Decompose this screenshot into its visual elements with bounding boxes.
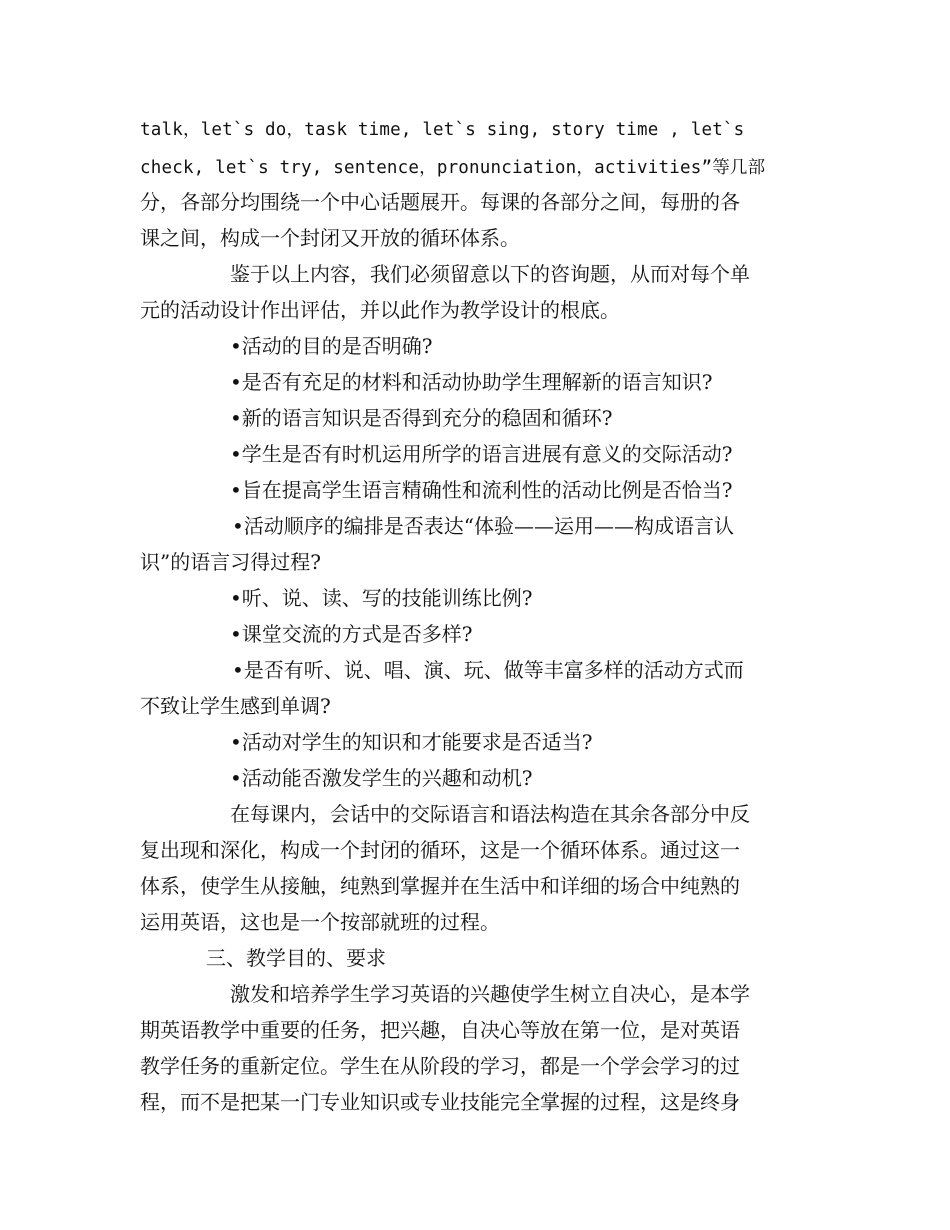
bullet-item: •是否有充足的材料和活动协助学生理解新的语言知识? <box>230 370 713 394</box>
bullet-item-continuation: 识”的语言习得过程? <box>140 550 321 574</box>
text-line: 分，各部分均围绕一个中心话题展开。每课的各部分之间，每册的各 <box>140 190 740 214</box>
text-line: 程，而不是把某一门专业知识或专业技能完全掌握的过程，这是终身 <box>140 1090 740 1114</box>
paragraph-first-line: 鉴于以上内容，我们必须留意以下的咨询题，从而对每个单 <box>230 262 750 286</box>
text-line: 期英语教学中重要的任务，把兴趣，自决心等放在第一位，是对英语 <box>140 1018 740 1042</box>
text-line: talk，let`s do，task time, let`s sing, story time , let`s <box>140 120 745 140</box>
bullet-item: •学生是否有时机运用所学的语言进展有意义的交际活动? <box>230 442 733 466</box>
text-line: 元的活动设计作出评估，并以此作为教学设计的根底。 <box>140 298 620 322</box>
text-line-latin: check, let`s try, sentence，pronunciation，activities”等几部 <box>140 158 766 178</box>
bullet-item: •新的语言知识是否得到充分的稳固和循环? <box>230 406 613 430</box>
bullet-item: •课堂交流的方式是否多样? <box>230 622 473 646</box>
paragraph-first-line: 在每课内，会话中的交际语言和语法构造在其余各部分中反 <box>230 802 750 826</box>
bullet-item: •听、说、读、写的技能训练比例? <box>230 586 533 610</box>
bullet-item: •活动的目的是否明确? <box>230 334 433 358</box>
text-line: 复出现和深化，构成一个封闭的循环，这是一个循环体系。通过这一 <box>140 838 740 862</box>
paragraph-first-line: 激发和培养学生学习英语的兴趣使学生树立自决心，是本学 <box>230 982 750 1006</box>
bullet-item: •是否有听、说、唱、演、玩、做等丰富多样的活动方式而 <box>232 658 744 682</box>
bullet-item: •活动能否激发学生的兴趣和动机? <box>230 766 533 790</box>
bullet-item-continuation: 不致让学生感到单调? <box>140 694 331 718</box>
text-line: 教学任务的重新定位。学生在从阶段的学习，都是一个学会学习的过 <box>140 1054 740 1078</box>
document-body <box>140 112 812 1120</box>
text-line: 体系，使学生从接触，纯熟到掌握并在生活中和详细的场合中纯熟的 <box>140 874 740 898</box>
bullet-item: •活动顺序的编排是否表达“体验——运用——构成语言认 <box>232 514 735 538</box>
text-line: 运用英语，这也是一个按部就班的过程。 <box>140 910 500 934</box>
text-line: 课之间，构成一个封闭又开放的循环体系。 <box>140 226 520 250</box>
bullet-item: •活动对学生的知识和才能要求是否适当? <box>230 730 593 754</box>
section-heading: 三、教学目的、要求 <box>206 946 386 970</box>
text-line <box>140 148 812 184</box>
bullet-item: •旨在提高学生语言精确性和流利性的活动比例是否恰当? <box>230 478 733 502</box>
